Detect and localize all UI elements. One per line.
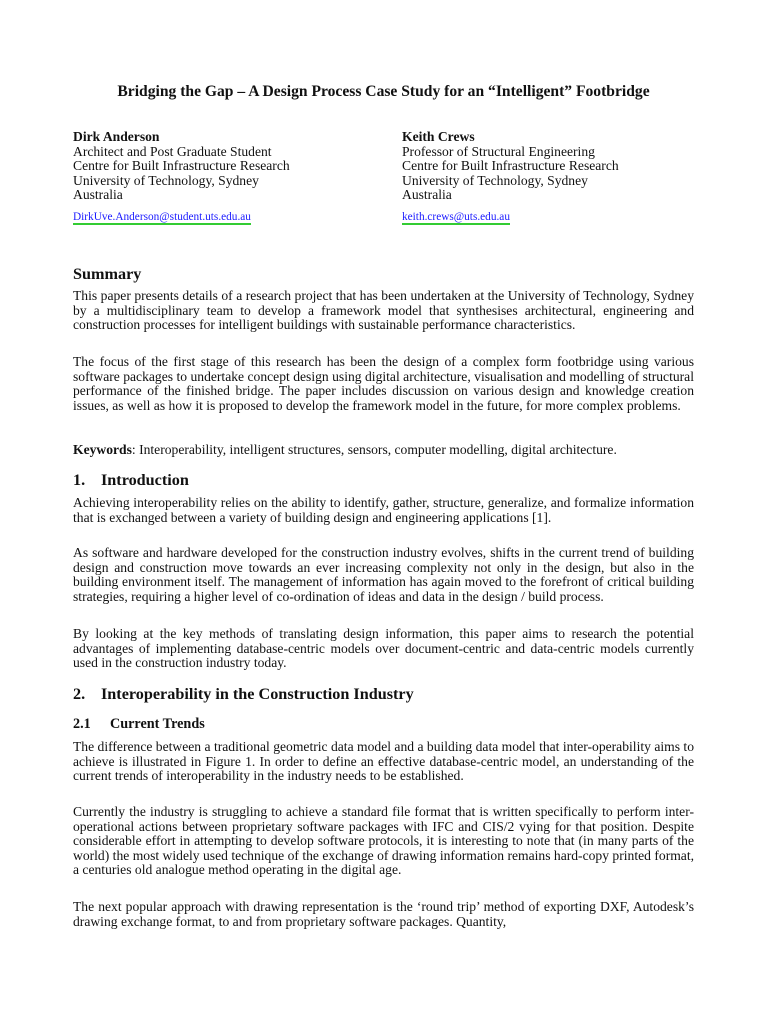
keywords-label: Keywords [73, 442, 132, 457]
subsection-number: 2.1 [73, 716, 91, 732]
section-title: Interoperability in the Construction Industry [101, 685, 414, 703]
author-affiliation: Professor of Structural Engineering [402, 143, 595, 159]
summary-paragraph: The focus of the first stage of this research has been the design of a complex form footbridge using various software packages to undertake concept design using digital architecture, visualisation and modelling of structural performance of the finished bridge. The paper includes discussion on various design and knowledge creation issues, as well as how it is proposed to develop the framework model in the future, for more complex problems. [73, 354, 694, 413]
intro-paragraph: Achieving interoperability relies on the ability to identify, gather, structure, generalize, and formalize information that is exchanged between a variety of building design and engineering applications [1]. [73, 495, 694, 525]
author-affiliation: University of Technology, Sydney [73, 172, 259, 188]
section-number: 2. [73, 685, 86, 703]
subsection-heading-current-trends [73, 716, 694, 732]
author-name: Keith Crews [402, 129, 475, 144]
author-email-link[interactable]: DirkUve.Anderson@student.uts.edu.au [73, 210, 251, 223]
trends-paragraph: Currently the industry is struggling to achieve a standard file format that is written specifically to perform inter-operational actions between proprietary software packages with IFC and CIS/2 vying for that position. Despite considerable effort in attempting to develop software protocols, it is interesting to note that (in many parts of the world) the most widely used technique of the exchange of drawing information remains hard-copy printed format, a centuries old analogue method operating in the digital age. [73, 804, 694, 878]
summary-heading: Summary [73, 265, 142, 283]
trends-paragraph: The next popular approach with drawing representation is the ‘round trip’ method of exporting DXF, Autodesk’s drawing exchange format, to and from proprietary software packages. Quantity, [73, 899, 694, 929]
intro-paragraph: As software and hardware developed for the construction industry evolves, shifts in the current trend of building design and construction move towards an ever increasing complexity not only in the design, but also in the building environment itself. The management of information has again moved to the forefront of critical building strategies, requiring a higher level of co-ordination of ideas and data in the design / build process. [73, 545, 694, 604]
section-heading-introduction [73, 471, 694, 489]
section-title: Introduction [101, 471, 189, 489]
author-affiliation: Architect and Post Graduate Student [73, 143, 272, 159]
author-block-crews [402, 130, 619, 225]
summary-paragraph: This paper presents details of a research project that has been undertaken at the University of Technology, Sydney by a multidisciplinary team to develop a framework model that synthesises architectural, engineering and construction processes for intelligent buildings with sustainable performance characteristics. [73, 288, 694, 333]
section-number: 1. [73, 471, 86, 489]
section-heading-interoperability [73, 685, 694, 703]
author-affiliation: Centre for Built Infrastructure Research [402, 158, 619, 174]
keywords-text: : Interoperability, intelligent structures, sensors, computer modelling, digital architecture. [131, 442, 617, 457]
intro-paragraph: By looking at the key methods of translating design information, this paper aims to research the potential advantages of implementing database-centric models over document-centric and data-centric models currently used in the construction industry today. [73, 626, 694, 671]
author-affiliation: University of Technology, Sydney [402, 172, 588, 188]
author-name: Dirk Anderson [73, 129, 160, 144]
trends-paragraph: The difference between a traditional geometric data model and a building data model that inter-operability aims to achieve is illustrated in Figure 1. In order to define an effective database-centric model, an understanding of the current trends of interoperability in the industry needs to be established. [73, 739, 694, 784]
author-email-link[interactable]: keith.crews@uts.edu.au [402, 210, 510, 223]
keywords-line [73, 443, 694, 458]
author-affiliation: Centre for Built Infrastructure Research [73, 158, 290, 174]
paper-title: Bridging the Gap – A Design Process Case Study for an “Intelligent” Footbridge [117, 83, 650, 100]
author-country: Australia [73, 187, 123, 203]
subsection-title: Current Trends [110, 716, 205, 732]
author-country: Australia [402, 187, 452, 203]
author-block-anderson [73, 130, 290, 225]
